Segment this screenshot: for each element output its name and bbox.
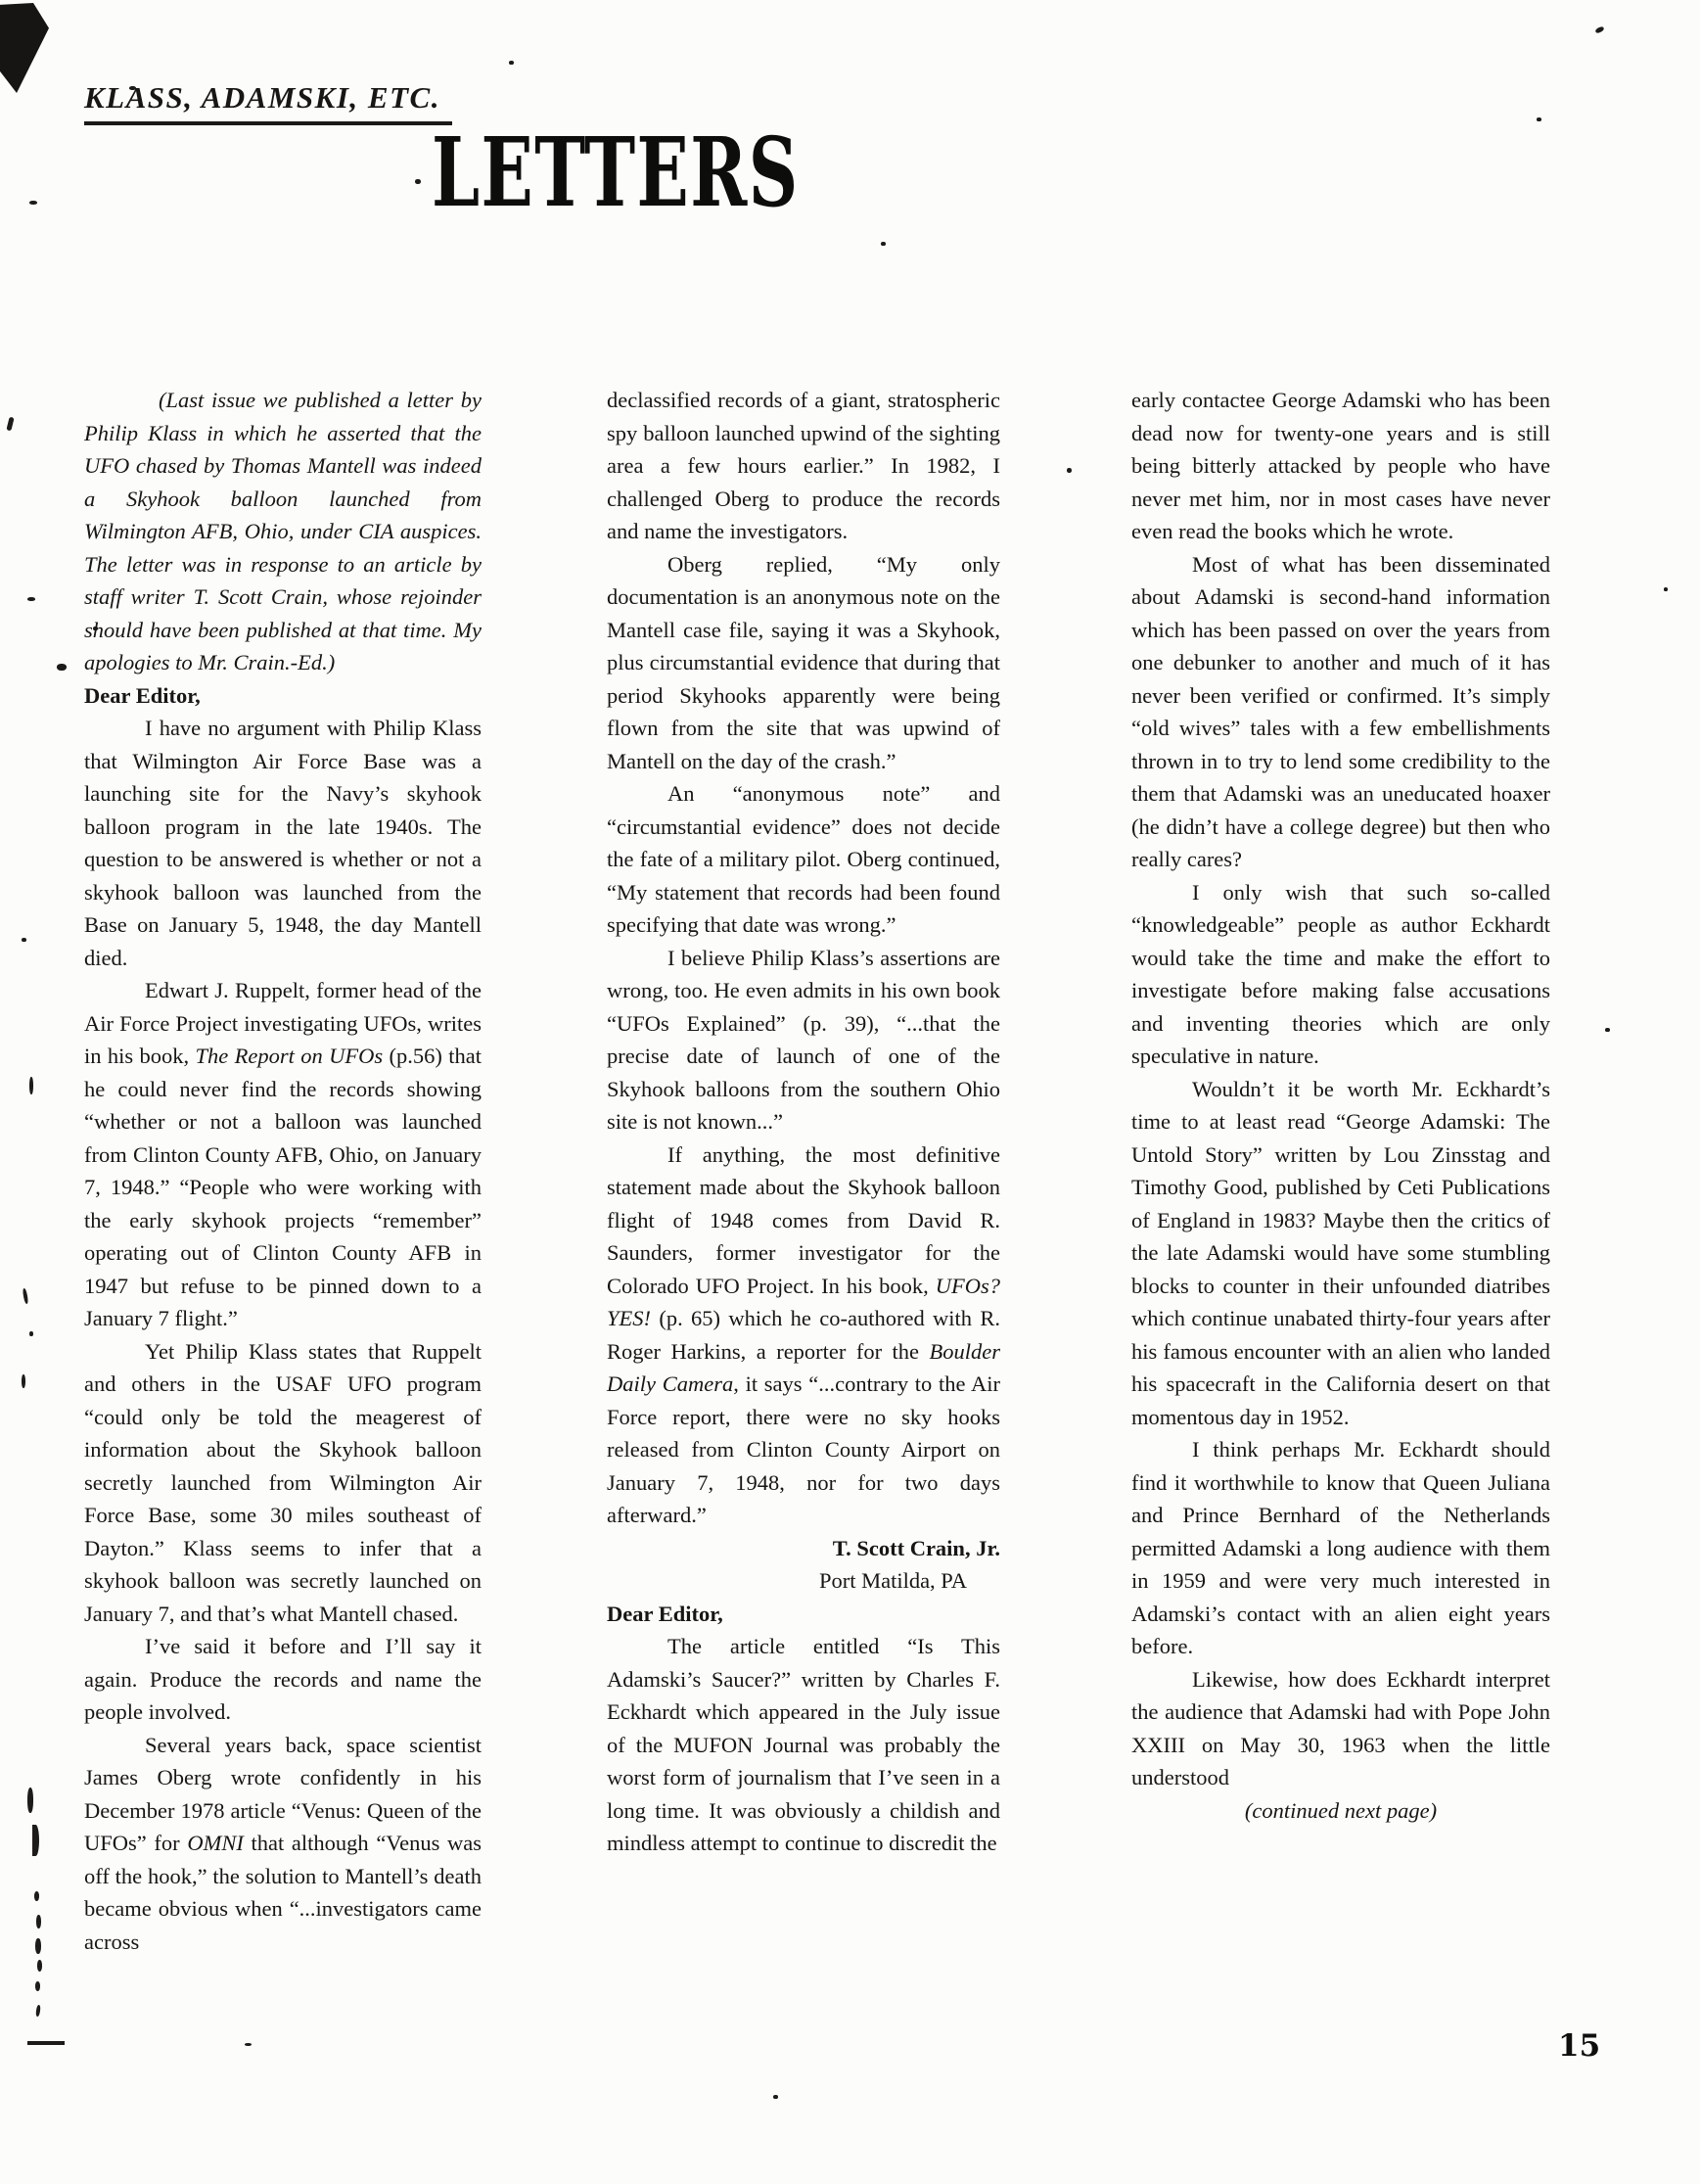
scan-speck [22, 1374, 25, 1388]
scan-speck [29, 1331, 33, 1336]
paragraph [1131, 384, 1550, 548]
paragraph [1131, 876, 1550, 1073]
scan-speck [35, 2005, 41, 2017]
scan-speck [32, 1825, 39, 1856]
scan-speck [23, 1288, 29, 1304]
text-run: (Last issue we published a letter by Philip Klass in which he asserted that the UFO chased by Thomas Mantell was indeed a Skyhook balloon launched from Wilmington AFB, Ohio, under CIA auspices. The letter was in response to an article by staff writer T. Scott Crain, whose rejoinder should have been published at that time. My apologies to Mr. Crain.-Ed.) [84, 388, 482, 674]
paragraph [84, 974, 482, 1335]
column-2 [607, 384, 1000, 1860]
text-run: that although “Venus was off the hook,” the solution to Mantell’s death became obvious when “...investigators came across [84, 1831, 482, 1954]
scan-speck [773, 2095, 778, 2099]
text-run: declassified records of a giant, stratospheric spy balloon launched upwind of the sighting area a few hours earlier.” In 1982, I challenged Oberg to produce the records and name the investigators. [607, 388, 1000, 543]
paragraph [84, 1630, 482, 1729]
text-run: Boulder Daily Camera [607, 1338, 1000, 1396]
paragraph [1131, 1073, 1550, 1434]
salutation [84, 679, 482, 713]
scan-speck [22, 938, 26, 942]
text-run: I’ve said it before and I’ll say it again. Produce the records and name the people involved. [84, 1634, 482, 1724]
scan-speck [1664, 587, 1668, 591]
text-run: UFOs? YES! [607, 1273, 1000, 1330]
paragraph [607, 384, 1000, 548]
signature-location [607, 1564, 1000, 1598]
scan-speck [35, 1938, 41, 1954]
scan-corner-mark [0, 3, 49, 93]
text-run: An “anonymous note” and “circumstantial evidence” does not decide the fate of a military pilot. Oberg continued, “My statement that records had been found specifying that date was wrong.” [607, 781, 1000, 937]
text-run: Most of what has been disseminated about Adamski is second-hand information which has been passed on over the years from one debunker to another and much of it has never been verified or confirmed. It’s simply “old wives” tales with a few embellishments thrown in to try to lend some credibility to the them that Adamski was an uneducated hoaxer (he didn’t have a college degree) but then who really cares? [1131, 551, 1550, 871]
text-run: The Report on UFOs [195, 1044, 384, 1068]
paragraph [1131, 548, 1550, 876]
paragraph [1131, 1433, 1550, 1663]
text-run: Dear Editor, [84, 682, 201, 708]
text-run: (continued next page) [1244, 1797, 1438, 1823]
text-run: If anything, the most definitive statement made about the Skyhook balloon flight of 1948 comes from David R. Saunders, former investigator for the Colorado UFO Project. In his book, [607, 1141, 1000, 1298]
scan-speck [881, 242, 886, 246]
scan-speck [29, 1077, 33, 1094]
text-run: Several years back, space scientist James Oberg wrote confidently in his December 1978 article “Venus: Queen of the UFOs” for [84, 1732, 482, 1855]
scan-speck [27, 2041, 65, 2045]
paragraph [84, 1335, 482, 1631]
column-1 [84, 384, 482, 1958]
scan-speck [35, 1981, 40, 1991]
column-3 [1131, 384, 1550, 1827]
paragraph [607, 942, 1000, 1138]
text-run: I only wish that such so-called “knowledgeable” people as author Eckhardt would take the time and make the effort to investigate before making false accusations and inventing theories which are only speculative in nature. [1131, 879, 1550, 1068]
scan-speck [1537, 117, 1541, 121]
page-number: 15 [1558, 2028, 1601, 2064]
scan-speck [509, 61, 514, 65]
scan-speck [245, 2043, 252, 2046]
scan-speck [37, 1960, 42, 1972]
section-header: KLASS, ADAMSKI, ETC. [84, 80, 452, 125]
text-run: T. Scott Crain, Jr. [832, 1535, 1000, 1560]
paragraph [607, 548, 1000, 778]
scan-speck [415, 179, 421, 184]
paragraph [607, 1630, 1000, 1860]
paragraph [1131, 1663, 1550, 1794]
text-run: I believe Philip Klass’s assertions are wrong, too. He even admits in his own book “UFOs Explained” (p. 39), “...that the precise date of launch of one of the Skyhook balloons from the southern Ohio site is not known...” [607, 945, 1000, 1134]
text-run: , it says “...contrary to the Air Force report, there were no sky hooks released from Clinton County Airport on January 7, 1948, nor for two days afterward.” [607, 1371, 1000, 1527]
paragraph [607, 1138, 1000, 1532]
text-run: Port Matilda, PA [818, 1568, 967, 1593]
text-run: Likewise, how does Eckhardt interpret the audience that Adamski had with Pope John XXIII on May 30, 1963 when the little understood [1131, 1666, 1550, 1789]
text-run: (p. 65) which he co-authored with R. Roger Harkins, a reporter for the [607, 1306, 1000, 1364]
scan-speck [1594, 25, 1604, 34]
paragraph [84, 712, 482, 974]
scan-speck [1605, 1028, 1610, 1032]
text-run: I think perhaps Mr. Eckhardt should find it worthwhile to know that Queen Juliana and Prince Bernhard of the Netherlands permitted Adamski a long audience with them in 1959 and were very much interested in Adamski’s contact with an alien eight years before. [1131, 1437, 1550, 1658]
scan-speck [34, 1891, 39, 1901]
text-run: Dear Editor, [607, 1601, 723, 1626]
salutation [607, 1598, 1000, 1631]
scan-speck [57, 664, 67, 671]
signature [607, 1532, 1000, 1565]
text-run: Edwart J. Ruppelt, former head of the Air Force Project investigating UFOs, writes in his book, [84, 978, 482, 1068]
scan-speck [36, 1915, 41, 1928]
text-run: Yet Philip Klass states that Ruppelt and others in the USAF UFO program “could only be told the meagerest of information about the Skyhook balloon secretly launched from Wilmington Air Force Base, some 30 miles southeast of Dayton.” Klass seems to infer that a skyhook balloon was secretly launched on January 7, and that’s what Mantell chased. [84, 1338, 482, 1626]
scan-speck [27, 597, 35, 601]
text-run: Oberg replied, “My only documentation is an anonymous note on the Mantell case file, saying it was a Skyhook, plus circumstantial evidence that during that period Skyhooks apparently were being flown from the site that was upwind of Mantell on the day of the crash.” [607, 551, 1000, 773]
text-run: early contactee George Adamski who has been dead now for twenty-one years and is still being bitterly attacked by people who have never met him, nor in most cases have never even read the books which he wrote. [1131, 388, 1550, 543]
scan-speck [6, 417, 14, 432]
text-run: (p.56) that he could never find the records showing “whether or not a balloon was launched from Clinton County AFB, Ohio, on January 7, 1948.” “People who were working with the early skyhook projects “remember” operating out of Clinton County AFB in 1947 but refuse to be pinned down to a January 7 flight.” [84, 1044, 482, 1330]
text-run: Wouldn’t it be worth Mr. Eckhardt’s time to at least read “George Adamski: The Untold Story” written by Lou Zinsstag and Timothy Good, published by Ceti Publications of England in 1983? Maybe then the critics of the late Adamski would have some stumbling blocks to counter in their unfounded diatribes which continue unabated thirty-four years after his famous encounter with an alien who landed his spacecraft in the California desert on that momentous day in 1952. [1131, 1076, 1550, 1429]
scan-speck [1067, 468, 1072, 473]
paragraph [607, 777, 1000, 942]
scan-speck [29, 201, 37, 205]
text-run: I have no argument with Philip Klass that Wilmington Air Force Base was a launching site for the Navy’s skyhook balloon program in the late 1940s. The question to be answered is whether or not a skyhook balloon was launched from the Base on January 5, 1948, the day Mantell died. [84, 716, 482, 970]
scan-speck [27, 1788, 33, 1813]
paragraph [84, 1729, 482, 1959]
page-title: LETTERS [432, 116, 800, 228]
continued [1131, 1794, 1550, 1828]
intro [84, 384, 482, 679]
text-run: OMNI [187, 1831, 244, 1855]
text-run: The article entitled “Is This Adamski’s Saucer?” written by Charles F. Eckhardt which appeared in the July issue of the MUFON Journal was probably the worst form of journalism that I’ve seen in a long time. It was obviously a childish and mindless attempt to continue to discredit the [607, 1634, 1000, 1855]
